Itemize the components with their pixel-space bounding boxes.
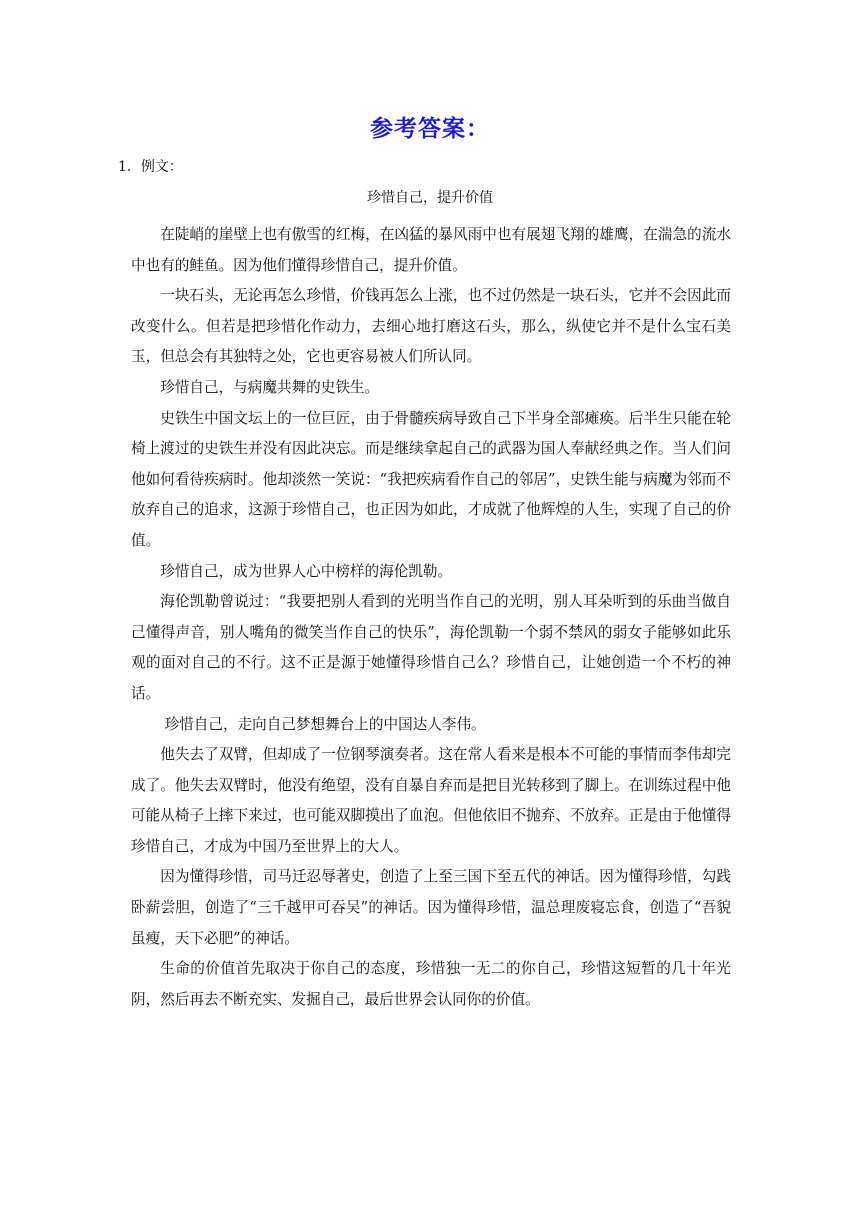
essay-paragraph: 因为懂得珍惜，司马迁忍辱著史，创造了上至三国下至五代的神话。因为懂得珍惜，勾践卧薪尝胆，创造了“三千越甲可吞吴”的神话。因为懂得珍惜，温总理废寝忘食，创造了“吾貌虽瘦，天下必肥”的神话。 bbox=[131, 868, 731, 947]
essay-paragraph: 一块石头，无论再怎么珍惜，价钱再怎么上涨，也不过仍然是一块石头，它并不会因此而改变什么。但若是把珍惜化作动力，去细心地打磨这石头，那么，纵使它并不是什么宝石美玉，但总会有其独特之处，它也更容易被人们所认同。 bbox=[131, 287, 731, 366]
essay-paragraph: 珍惜自己，走向自己梦想舞台上的中国达人李伟。 bbox=[164, 715, 486, 733]
essay-paragraph: 他失去了双臂，但却成了一位钢琴演奏者。这在常人看来是根本不可能的事情而李伟却完成了。他失去双臂时，他没有绝望，没有自暴自弃而是把目光转移到了脚上。在训练过程中他可能从椅子上摔下来过，也可能双脚摸出了血泡。但他依旧不抛弃、不放弃。正是由于他懂得珍惜自己，才成为中国乃至世界上的大人。 bbox=[131, 746, 731, 855]
essay-title: 珍惜自己，提升价值 bbox=[367, 190, 493, 206]
essay-paragraph: 在陡峭的崖壁上也有傲雪的红梅，在凶猛的暴风雨中也有展翅飞翔的雄鹰，在湍急的流水中也有的鲑鱼。因为他们懂得珍惜自己，提升价值。 bbox=[131, 226, 731, 274]
essay-paragraph: 珍惜自己，与病魔共舞的史铁生。 bbox=[160, 378, 380, 396]
question-number-label: 1．例文： bbox=[118, 159, 183, 175]
page-title: 参考答案： bbox=[370, 116, 490, 142]
essay-body bbox=[131, 220, 731, 1015]
essay-paragraph: 珍惜自己，成为世界人心中榜样的海伦凯勒。 bbox=[160, 562, 453, 580]
essay-paragraph: 海伦凯勒曾说过：“我要把别人看到的光明当作自己的光明，别人耳朵听到的乐曲当做自己懂得声音，别人嘴角的微笑当作自己的快乐”，海伦凯勒一个弱不禁风的弱女子能够如此乐观的面对自己的不行。这不正是源于她懂得珍惜自己么？珍惜自己，让她创造一个不朽的神话。 bbox=[131, 593, 731, 702]
essay-paragraph: 史铁生中国文坛上的一位巨匠，由于骨髓疾病导致自己下半身全部瘫痪。后半生只能在轮椅上渡过的史铁生并没有因此决忘。而是继续拿起自己的武器为国人奉献经典之作。当人们问他如何看待疾病时。他却淡然一笑说：“我把疾病看作自己的邻居”，史铁生能与病魔为邻而不放弃自己的追求，这源于珍惜自己，也正因为如此，才成就了他辉煌的人生，实现了自己的价值。 bbox=[131, 409, 731, 549]
essay-paragraph: 生命的价值首先取决于你自己的态度，珍惜独一无二的你自己，珍惜这短暂的几十年光阴，然后再去不断充实、发掘自己，最后世界会认同你的价值。 bbox=[131, 960, 731, 1008]
